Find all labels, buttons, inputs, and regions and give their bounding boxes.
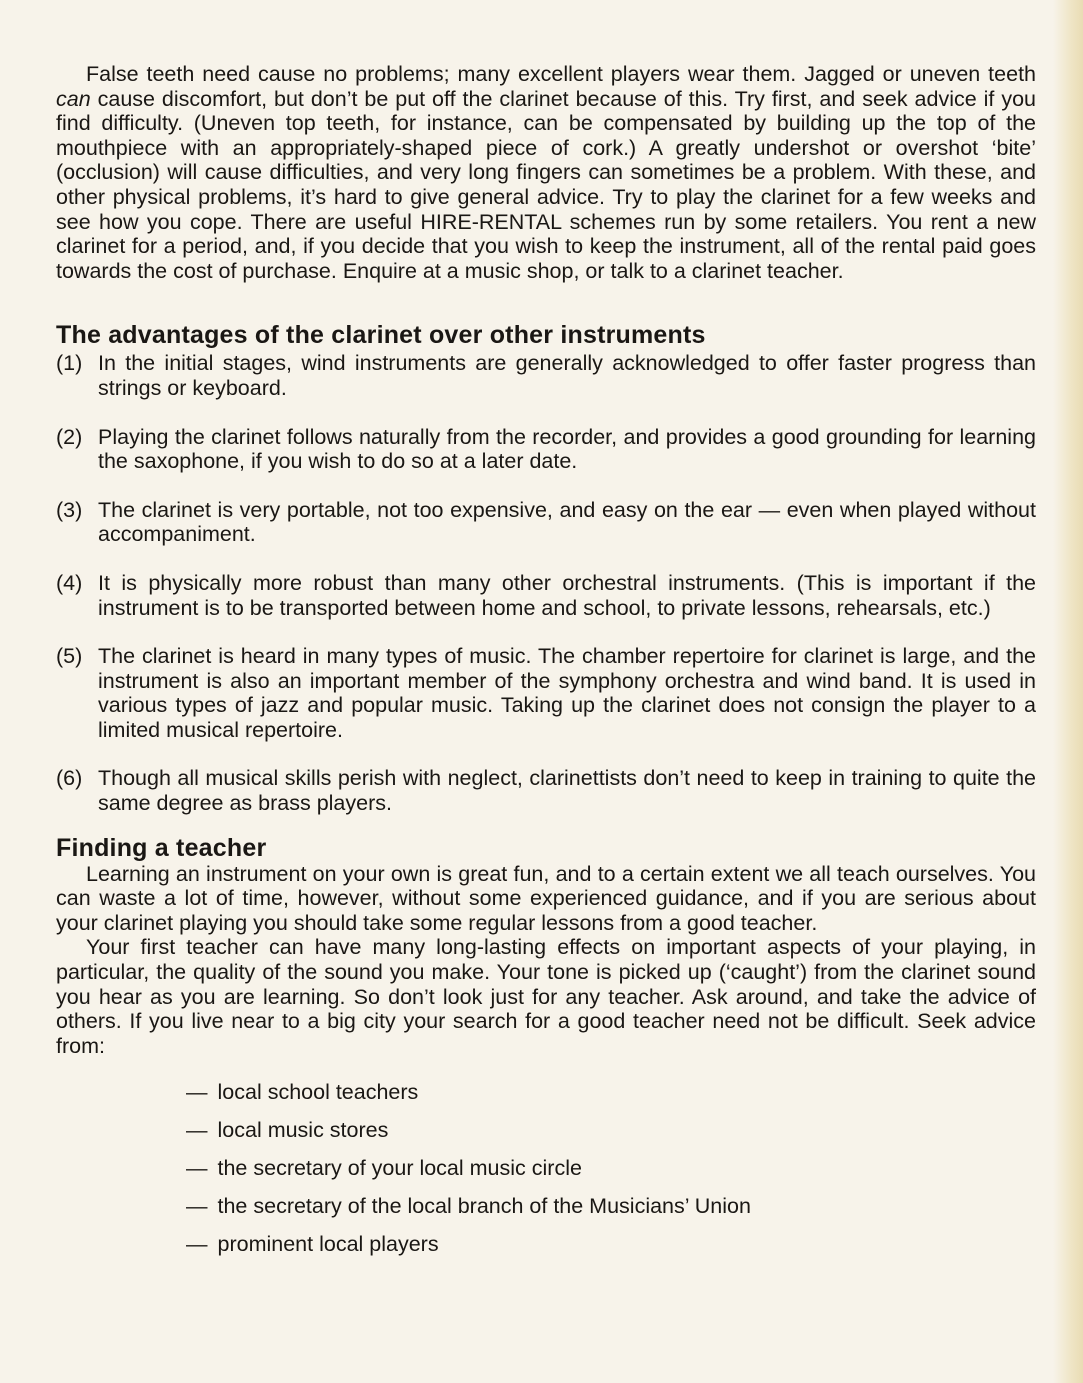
advantage-item	[56, 766, 1036, 815]
dash-marker: —	[186, 1156, 208, 1181]
advantage-text: The clarinet is heard in many types of music. The chamber repertoire for clarinet is large, and the instrument is also an important member of the symphony orchestra and wind band. It is used in various types of jazz and popular music. Taking up the clarinet does not consign the player to a limited musical repertoire.	[98, 644, 1036, 742]
dash-marker: —	[186, 1080, 208, 1105]
advice-source-text: the secretary of the local branch of the Musicians’ Union	[217, 1194, 751, 1219]
advantage-text: In the initial stages, wind instruments are generally acknowledged to offer faster progress than strings or keyboard.	[98, 351, 1036, 400]
advice-source-item	[186, 1118, 1036, 1142]
advantage-number: (4)	[56, 570, 83, 595]
intro-text-part2: cause discomfort, but don’t be put off the clarinet because of this. Try first, and seek advice if you find difficulty. (Uneven top teeth, for instance, can be compensated by building up the top of the mouthpiece with an appropriately-shaped piece of cork.) A greatly undershot or overshot ‘bite’ (occlusion) will cause difficulties, and very long fingers can sometimes be a problem. With these, and other physical problems, it’s hard to give general advice. Try to play the clarinet for a few weeks and see how you cope. There are useful HIRE-RENTAL schemes run by some retailers. You rent a new clarinet for a period, and, if you decide that you wish to keep the instrument, all of the rental paid goes towards the cost of purchase. Enquire at a music shop, or talk to a clarinet teacher.	[56, 86, 1036, 283]
advantage-text: Though all musical skills perish with neglect, clarinettists don’t need to keep in training to quite the same degree as brass players.	[98, 766, 1036, 816]
advantage-number: (3)	[56, 497, 83, 522]
advantage-item	[56, 351, 1036, 400]
advantage-number: (5)	[56, 644, 83, 669]
dash-marker: —	[186, 1118, 208, 1143]
teacher-paragraph: Your first teacher can have many long-lasting effects on important aspects of your playing, in particular, the quality of the sound you make. Your tone is picked up (‘caught’) from the clarinet sound you hear as you are learning. So don’t look just for any teacher. Ask around, and take the advice of others. If you live near to a big city your search for a good teacher need not be difficult. Seek advice from:	[56, 935, 1036, 1058]
advantage-number: (6)	[56, 766, 83, 791]
advantages-heading: The advantages of the clarinet over other instruments	[56, 321, 706, 350]
advantage-text: It is physically more robust than many other orchestral instruments. (This is important if the instrument is to be transported between home and school, to private lessons, rehearsals, etc.)	[98, 570, 1036, 620]
advice-source-text: prominent local players	[217, 1232, 439, 1257]
dash-marker: —	[186, 1232, 208, 1257]
intro-paragraph	[56, 62, 1036, 283]
advice-source-item	[186, 1080, 1036, 1104]
advantages-list	[56, 351, 1036, 815]
advantage-number: (1)	[56, 351, 83, 376]
advantage-item	[56, 644, 1036, 742]
advice-source-item	[186, 1194, 1036, 1218]
teacher-paragraph: Learning an instrument on your own is great fun, and to a certain extent we all teach ourselves. You can waste a lot of time, however, without some experienced guidance, and if you are serious about your clarinet playing you should take some regular lessons from a good teacher.	[56, 861, 1036, 935]
intro-emphasis: can	[56, 86, 91, 111]
teacher-heading: Finding a teacher	[56, 833, 267, 862]
dash-marker: —	[186, 1194, 208, 1219]
advice-sources-list	[186, 1080, 1036, 1256]
advantage-item	[56, 571, 1036, 620]
page-content	[56, 62, 1036, 1270]
advice-source-text: the secretary of your local music circle	[217, 1156, 582, 1181]
advice-source-text: local music stores	[217, 1118, 389, 1143]
intro-text-part1: False teeth need cause no problems; many excellent players wear them. Jagged or uneven teeth	[86, 62, 1036, 86]
advantage-item	[56, 498, 1036, 547]
advice-source-item	[186, 1156, 1036, 1180]
advantage-item	[56, 425, 1036, 474]
advantage-number: (2)	[56, 424, 83, 449]
advantage-text: Playing the clarinet follows naturally from the recorder, and provides a good grounding for learning the saxophone, if you wish to do so at a later date.	[98, 424, 1036, 474]
page-edge	[1053, 0, 1083, 1383]
advice-source-item	[186, 1232, 1036, 1256]
advice-source-text: local school teachers	[217, 1080, 419, 1105]
advantage-text: The clarinet is very portable, not too expensive, and easy on the ear — even when played without accompaniment.	[98, 497, 1036, 547]
